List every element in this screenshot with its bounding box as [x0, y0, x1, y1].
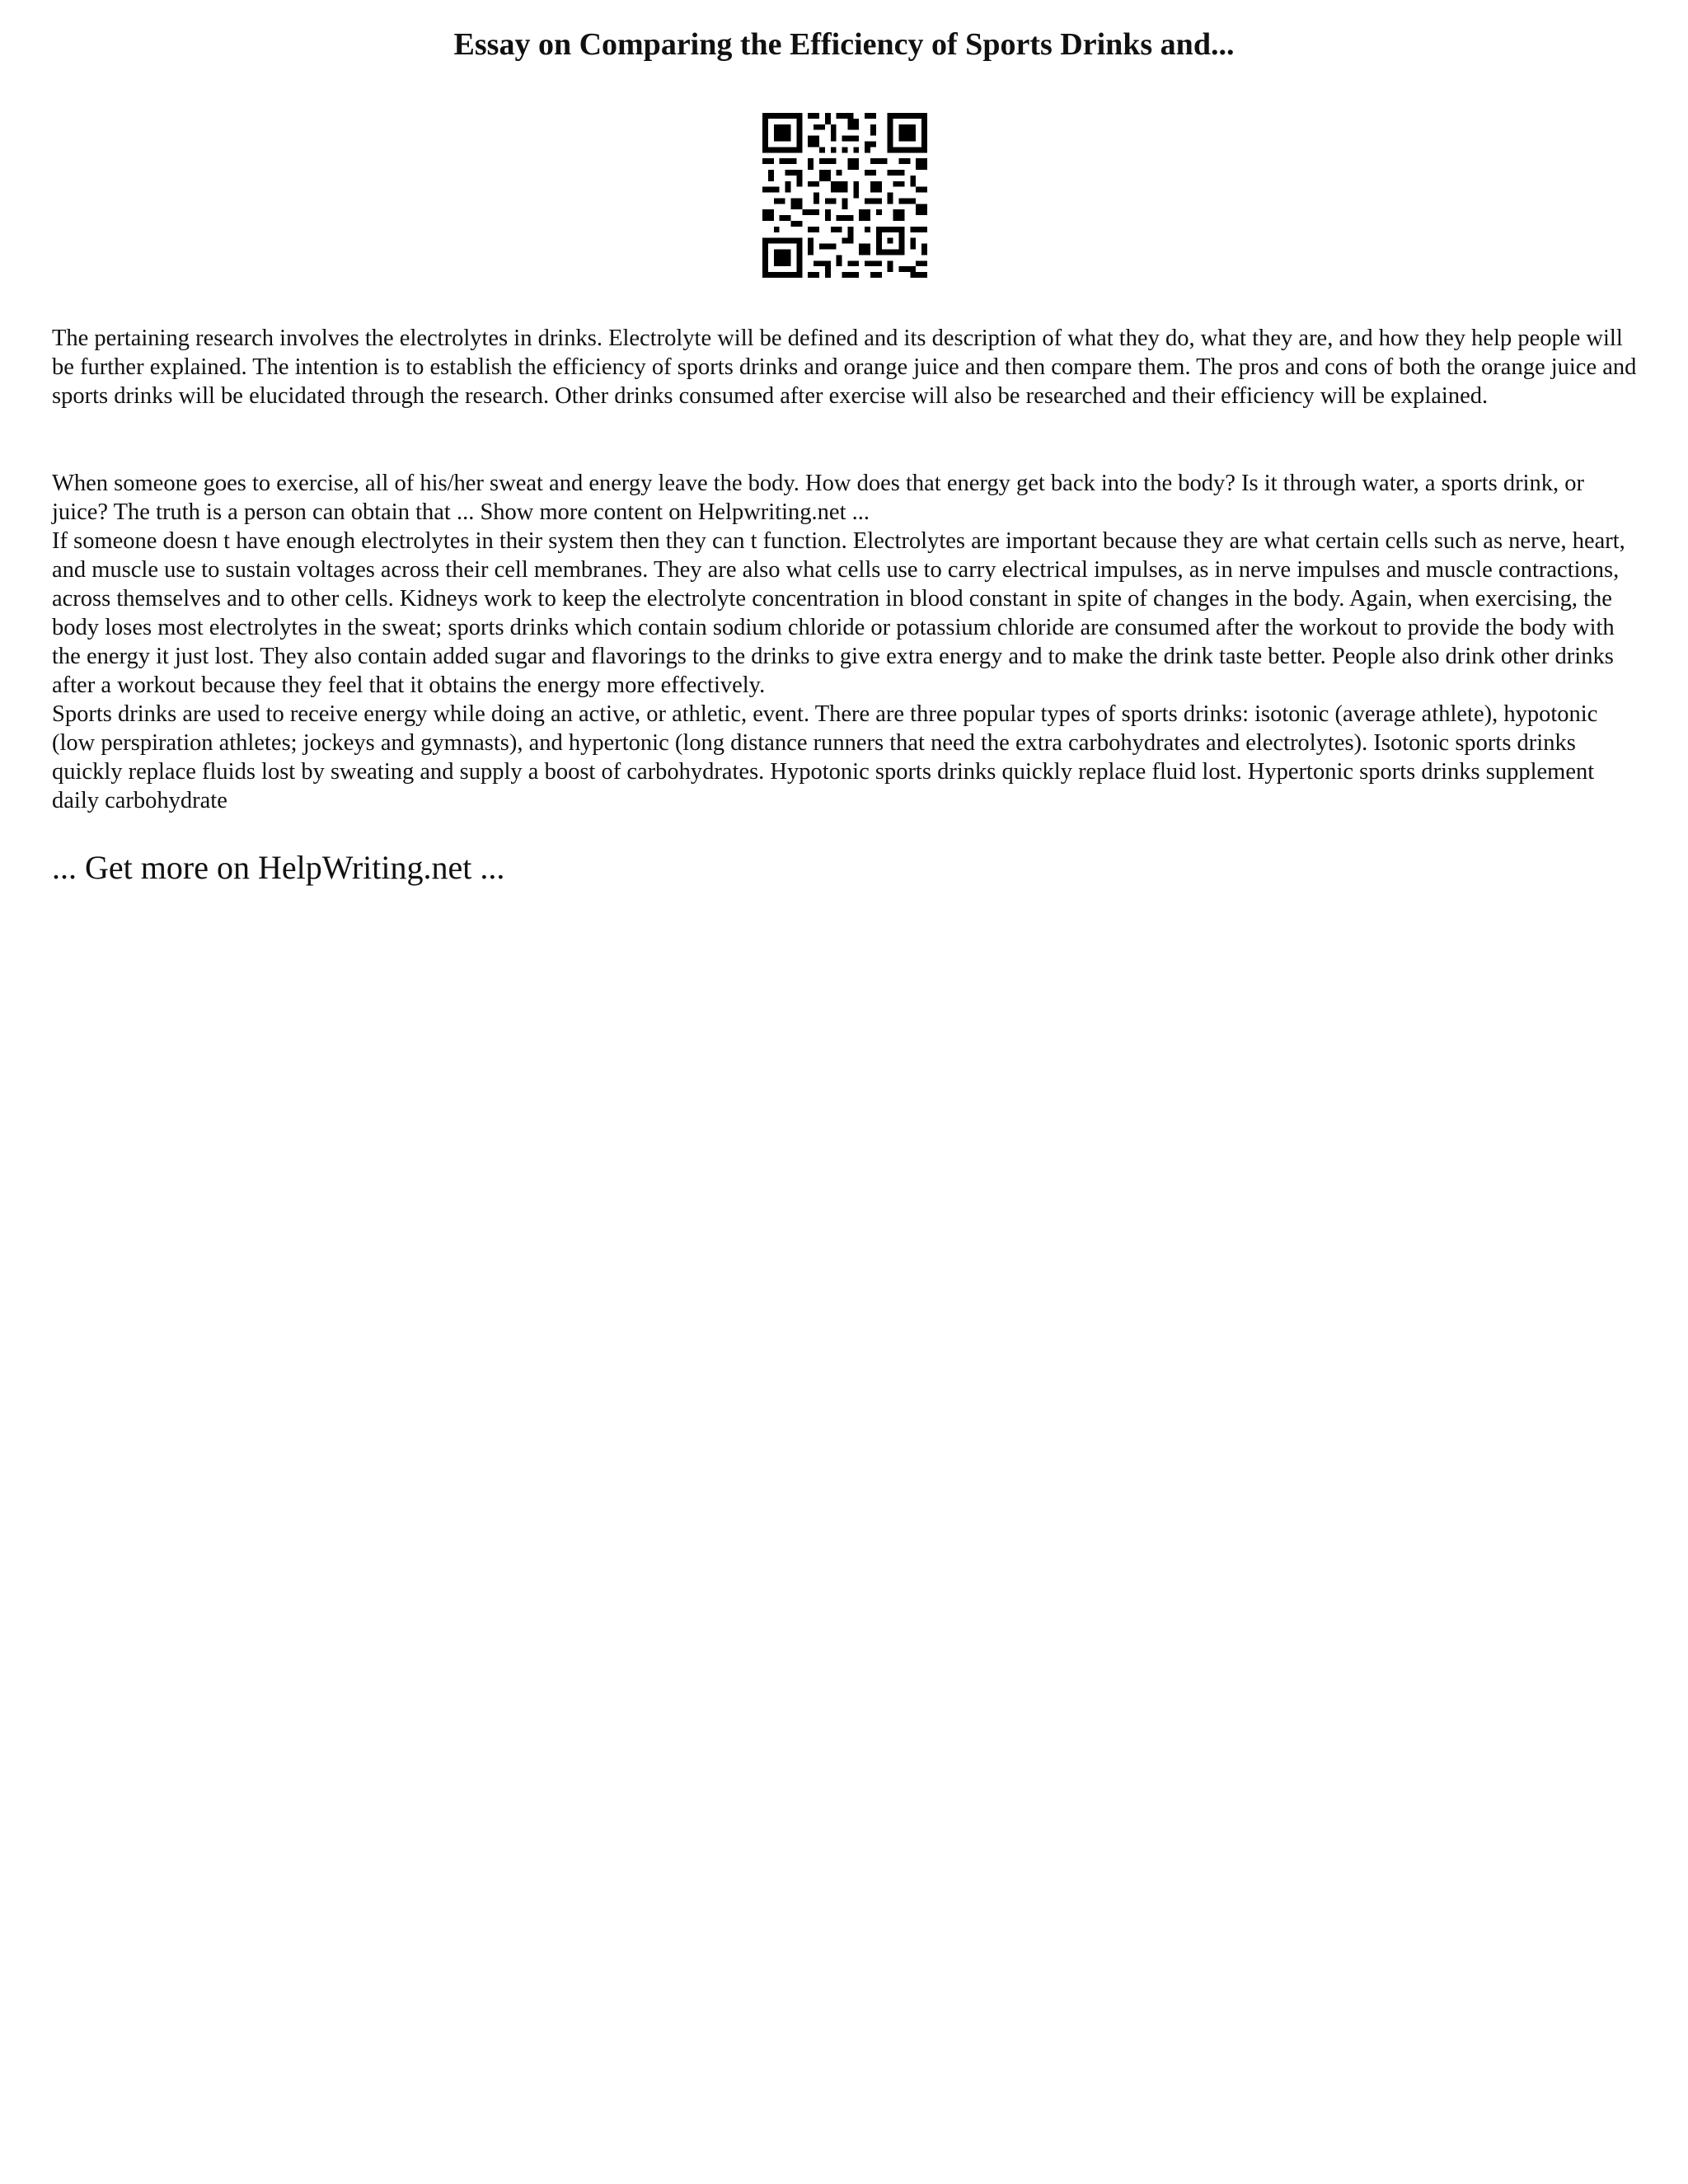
paragraph-intro: The pertaining research involves the electrolytes in drinks. Electrolyte will be defined and its description of what they do, what they are, and how they help people will be further explained. The intention is to establish the efficiency of sports drinks and orange juice and then compare them. The pros and cons of both the orange juice and sports drinks will be elucidated through the research. Other drinks consumed after exercise will also be researched and their efficiency will be explained.	[52, 326, 1637, 409]
qr-code-icon	[762, 113, 927, 278]
get-more-link[interactable]: ... Get more on HelpWriting.net ...	[52, 849, 505, 886]
paragraph-body: When someone goes to exercise, all of his/her sweat and energy leave the body. How does that energy get back into the body? Is it through water, a sports drink, or juice? The truth is a person can obtain that ... Show more content on Helpwriting.net ... If someone doesn t have enough electrolytes in their system then they can t function. Electrolytes are important because they are what certain cells such as nerve, heart, and muscle use to sustain voltages across their cell membranes. They are also what cells use to carry electrical impulses, as in nerve impulses and muscle contractions, across themselves and to other cells. Kidneys work to keep the electrolyte concentration in blood constant in spite of changes in the body. Again, when exercising, the body loses most electrolytes in the sweat; sports drinks which contain sodium chloride or potassium chloride are consumed after the workout to provide the body with the energy it just lost. They also contain added sugar and flavorings to the drinks to give extra energy and to make the drink taste better. People also drink other drinks after a workout because they feel that it obtains the energy more effectively. Sports drinks are used to receive energy while doing an active, or athletic, event. There are three popular types of sports drinks: isotonic (average athlete), hypotonic (low perspiration athletes; jockeys and gymnasts), and hypertonic (long distance runners that need the extra carbohydrates and electrolytes). Isotonic sports drinks quickly replace fluids lost by sweating and supply a boost of carbohydrates. Hypotonic sports drinks quickly replace fluid lost. Hypertonic sports drinks supplement daily carbohydrate	[52, 471, 1625, 813]
page-title: Essay on Comparing the Efficiency of Sports Drinks and...	[453, 27, 1235, 62]
